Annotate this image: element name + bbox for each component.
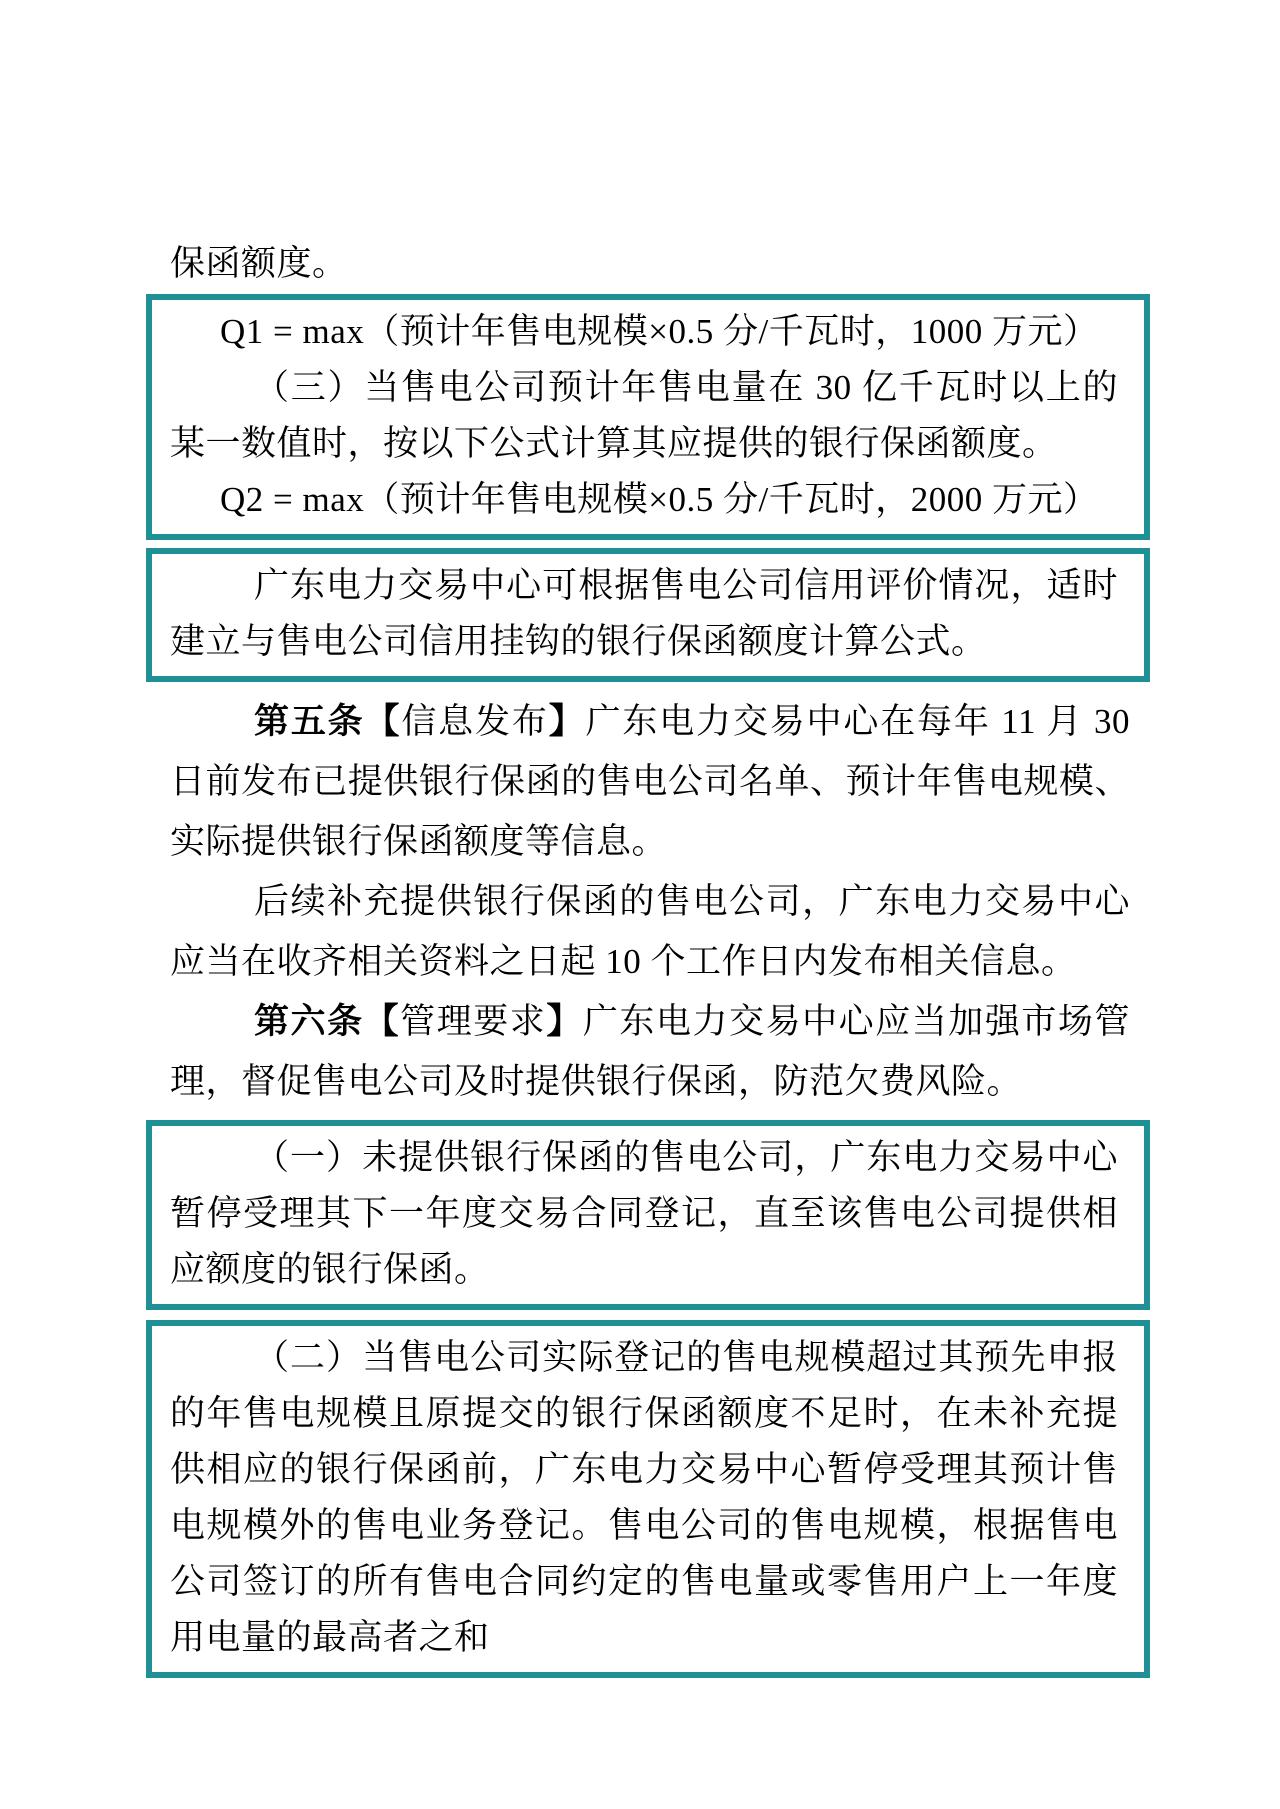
formula-q1-line: Q1 = max（预计年售电规模×0.5 分/千瓦时，1000 万元） bbox=[220, 312, 1099, 351]
clause-3-paragraph: （三）当售电公司预计年售电量在 30 亿千瓦时以上的某一数值时，按以下公式计算其应提供的银行保函额度。 bbox=[170, 368, 1118, 463]
article-6-paragraph bbox=[170, 992, 1130, 1112]
article-5-followup-paragraph: 后续补充提供银行保函的售电公司，广东电力交易中心应当在收齐相关资料之日起 10 个工作日内发布相关信息。 bbox=[170, 882, 1130, 981]
article-5-number: 第五条 bbox=[254, 702, 365, 741]
article-5-bracket-close: 】 bbox=[548, 702, 586, 741]
credit-note-paragraph: 广东电力交易中心可根据售电公司信用评价情况，适时建立与售电公司信用挂钩的银行保函额度计算公式。 bbox=[170, 566, 1118, 661]
formula-q2-line: Q2 = max（预计年售电规模×0.5 分/千瓦时，2000 万元） bbox=[220, 480, 1099, 519]
article-6-body: 广东电力交易中心应当加强市场管理，督促售电公司及时提供银行保函，防范欠费风险。 bbox=[170, 1002, 1130, 1101]
article-6-bracket-close: 】 bbox=[546, 1002, 583, 1041]
article-5-paragraph bbox=[170, 692, 1130, 872]
formula-box bbox=[146, 294, 1150, 540]
intro-line: 保函额度。 bbox=[170, 244, 348, 283]
article-5-bracket-open: 【 bbox=[364, 702, 402, 741]
item-2-box bbox=[146, 1320, 1150, 1678]
item-1-box bbox=[146, 1120, 1150, 1310]
item-1-paragraph: （一）未提供银行保函的售电公司，广东电力交易中心暂停受理其下一年度交易合同登记，直至该售电公司提供相应额度的银行保函。 bbox=[170, 1138, 1118, 1289]
item-2-paragraph: （二）当售电公司实际登记的售电规模超过其预先申报的年售电规模且原提交的银行保函额度不足时，在未补充提供相应的银行保函前，广东电力交易中心暂停受理其预计售电规模外的售电业务登记。售电公司的售电规模，根据售电公司签订的所有售电合同约定的售电量或零售用户上一年度用电量的最高者之和 bbox=[170, 1338, 1118, 1657]
article-6-label: 管理要求 bbox=[400, 1002, 547, 1041]
article-5-body: 广东电力交易中心在每年 11 月 30 日前发布已提供银行保函的售电公司名单、预计年售电规模、实际提供银行保函额度等信息。 bbox=[170, 702, 1130, 861]
article-6-bracket-open: 【 bbox=[363, 1002, 401, 1041]
article-6-number: 第六条 bbox=[254, 1002, 364, 1041]
article-5-label: 信息发布 bbox=[401, 702, 549, 741]
credit-note-box bbox=[146, 548, 1150, 682]
